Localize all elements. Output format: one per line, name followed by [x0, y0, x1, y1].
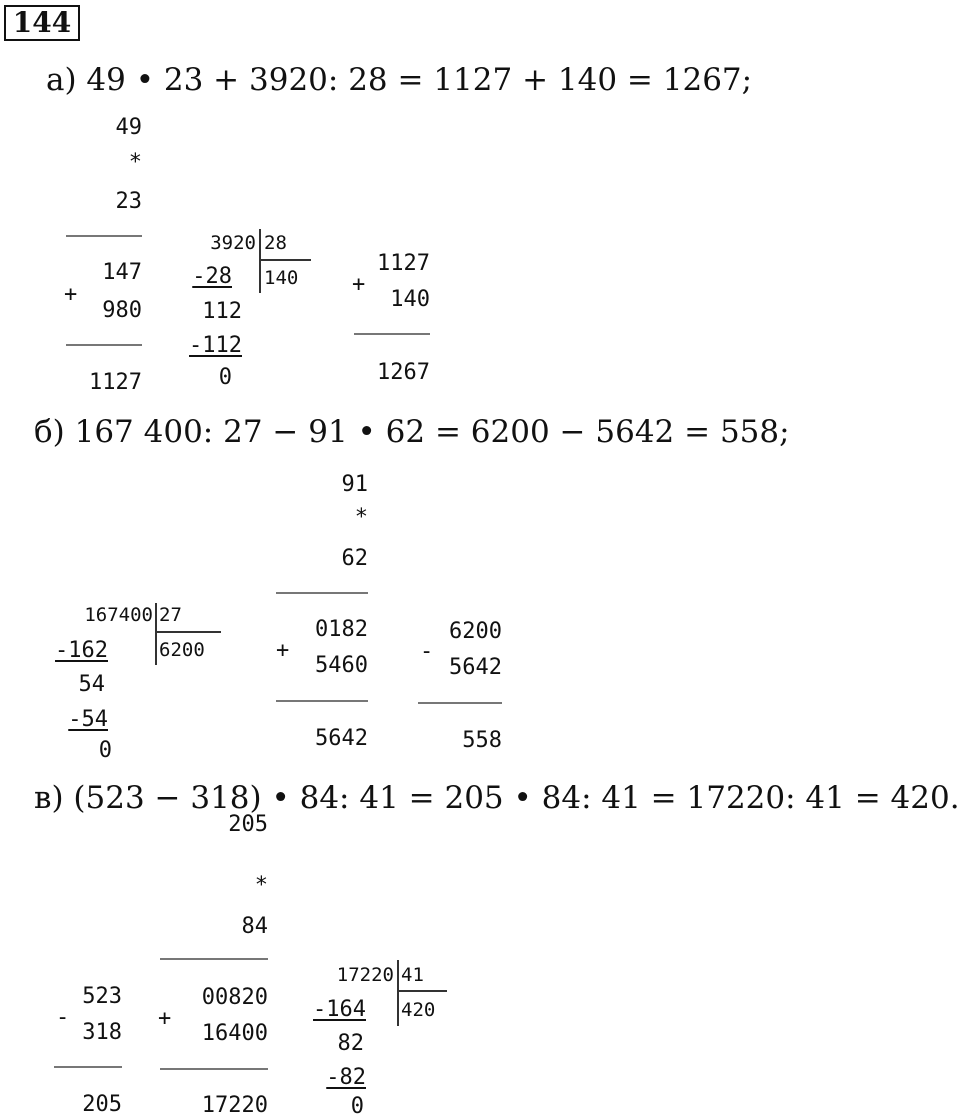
a-mult-rule-2: [66, 344, 142, 346]
a-add-plus: +: [352, 272, 366, 297]
b-div-vertical-bar: [155, 603, 157, 665]
a-mult-result: 1127: [89, 370, 142, 395]
a-mult-operator: *: [128, 150, 142, 175]
c-mult-factor-1: 205: [228, 812, 268, 837]
c-div-divisor: 41: [401, 964, 424, 986]
a-div-horizontal-bar: [259, 259, 311, 261]
c-mult-operator: *: [254, 873, 268, 898]
b-sub-minus: -: [420, 639, 434, 664]
a-add-term-1: 1127: [377, 251, 430, 276]
a-div-dividend: 3920: [210, 232, 256, 254]
b-sub-term-1: 6200: [449, 619, 502, 644]
equation-c: в) (523 − 318) • 84: 41 = 205 • 84: 41 = 17220: 41 = 420.: [34, 780, 960, 816]
c-mult-result: 17220: [201, 1093, 268, 1118]
c-div-subtrahend-2: -82: [326, 1065, 366, 1090]
c-sub-rule: [54, 1066, 122, 1068]
a-mult-rule-1: [66, 235, 142, 237]
c-mult-factor-2: 84: [241, 914, 268, 939]
b-div-remainder-1: 54: [78, 672, 105, 697]
c-sub-result: 205: [82, 1092, 122, 1117]
c-mult-rule-2: [160, 1068, 268, 1070]
a-mult-factor-1: 49: [115, 115, 142, 140]
a-div-subtrahend-1: -28: [192, 264, 232, 289]
b-sub-result: 558: [462, 728, 502, 753]
b-mult-rule-2: [276, 700, 368, 702]
c-div-subtrahend-1: -164: [313, 997, 366, 1022]
a-div-subtrahend-2: -112: [189, 333, 242, 358]
a-div-remainder-2: 0: [218, 365, 232, 390]
c-sub-term-1: 523: [82, 984, 122, 1009]
b-mult-rule-1: [276, 592, 368, 594]
c-div-quotient: 420: [401, 999, 436, 1021]
a-div-vertical-bar: [259, 229, 261, 293]
b-mult-factor-1: 91: [341, 472, 368, 497]
equation-a: а) 49 • 23 + 3920: 28 = 1127 + 140 = 1267;: [46, 62, 753, 98]
b-mult-plus: +: [276, 638, 290, 663]
problem-number-badge: 144: [4, 5, 80, 41]
c-div-vertical-bar: [397, 960, 399, 1026]
a-mult-plus: +: [64, 282, 78, 307]
a-add-term-2: 140: [390, 287, 430, 312]
a-mult-factor-2: 23: [115, 189, 142, 214]
c-mult-rule-1: [160, 958, 268, 960]
a-add-result: 1267: [377, 360, 430, 385]
c-div-remainder-1: 82: [337, 1031, 364, 1056]
b-div-subtrahend-1: -162: [55, 638, 108, 663]
b-mult-partial-1: 0182: [315, 617, 368, 642]
b-sub-term-2: 5642: [449, 655, 502, 680]
a-div-quotient: 140: [264, 267, 299, 289]
c-div-dividend: 17220: [336, 964, 394, 986]
equation-b: б) 167 400: 27 − 91 • 62 = 6200 − 5642 = 558;: [34, 414, 790, 450]
c-div-horizontal-bar: [397, 990, 447, 992]
b-sub-rule: [418, 702, 502, 704]
a-div-divisor: 28: [264, 232, 287, 254]
b-div-horizontal-bar: [155, 631, 221, 633]
b-mult-result: 5642: [315, 726, 368, 751]
b-mult-factor-2: 62: [341, 546, 368, 571]
a-mult-partial-1: 147: [102, 260, 142, 285]
b-mult-partial-2: 5460: [315, 653, 368, 678]
c-mult-partial-2: 16400: [201, 1021, 268, 1046]
a-add-rule: [354, 333, 430, 335]
c-mult-partial-1: 00820: [201, 985, 268, 1010]
a-mult-partial-2: 980: [102, 298, 142, 323]
b-div-subtrahend-2: -54: [68, 707, 108, 732]
b-div-dividend: 167400: [84, 604, 153, 626]
b-div-divisor: 27: [159, 604, 182, 626]
c-mult-plus: +: [158, 1006, 172, 1031]
a-div-remainder-1: 112: [202, 299, 242, 324]
b-div-remainder-2: 0: [98, 738, 112, 763]
c-sub-minus: -: [56, 1005, 70, 1030]
b-div-quotient: 6200: [159, 639, 205, 661]
c-sub-term-2: 318: [82, 1020, 122, 1045]
c-div-remainder-2: 0: [350, 1094, 364, 1119]
b-mult-operator: *: [354, 505, 368, 530]
